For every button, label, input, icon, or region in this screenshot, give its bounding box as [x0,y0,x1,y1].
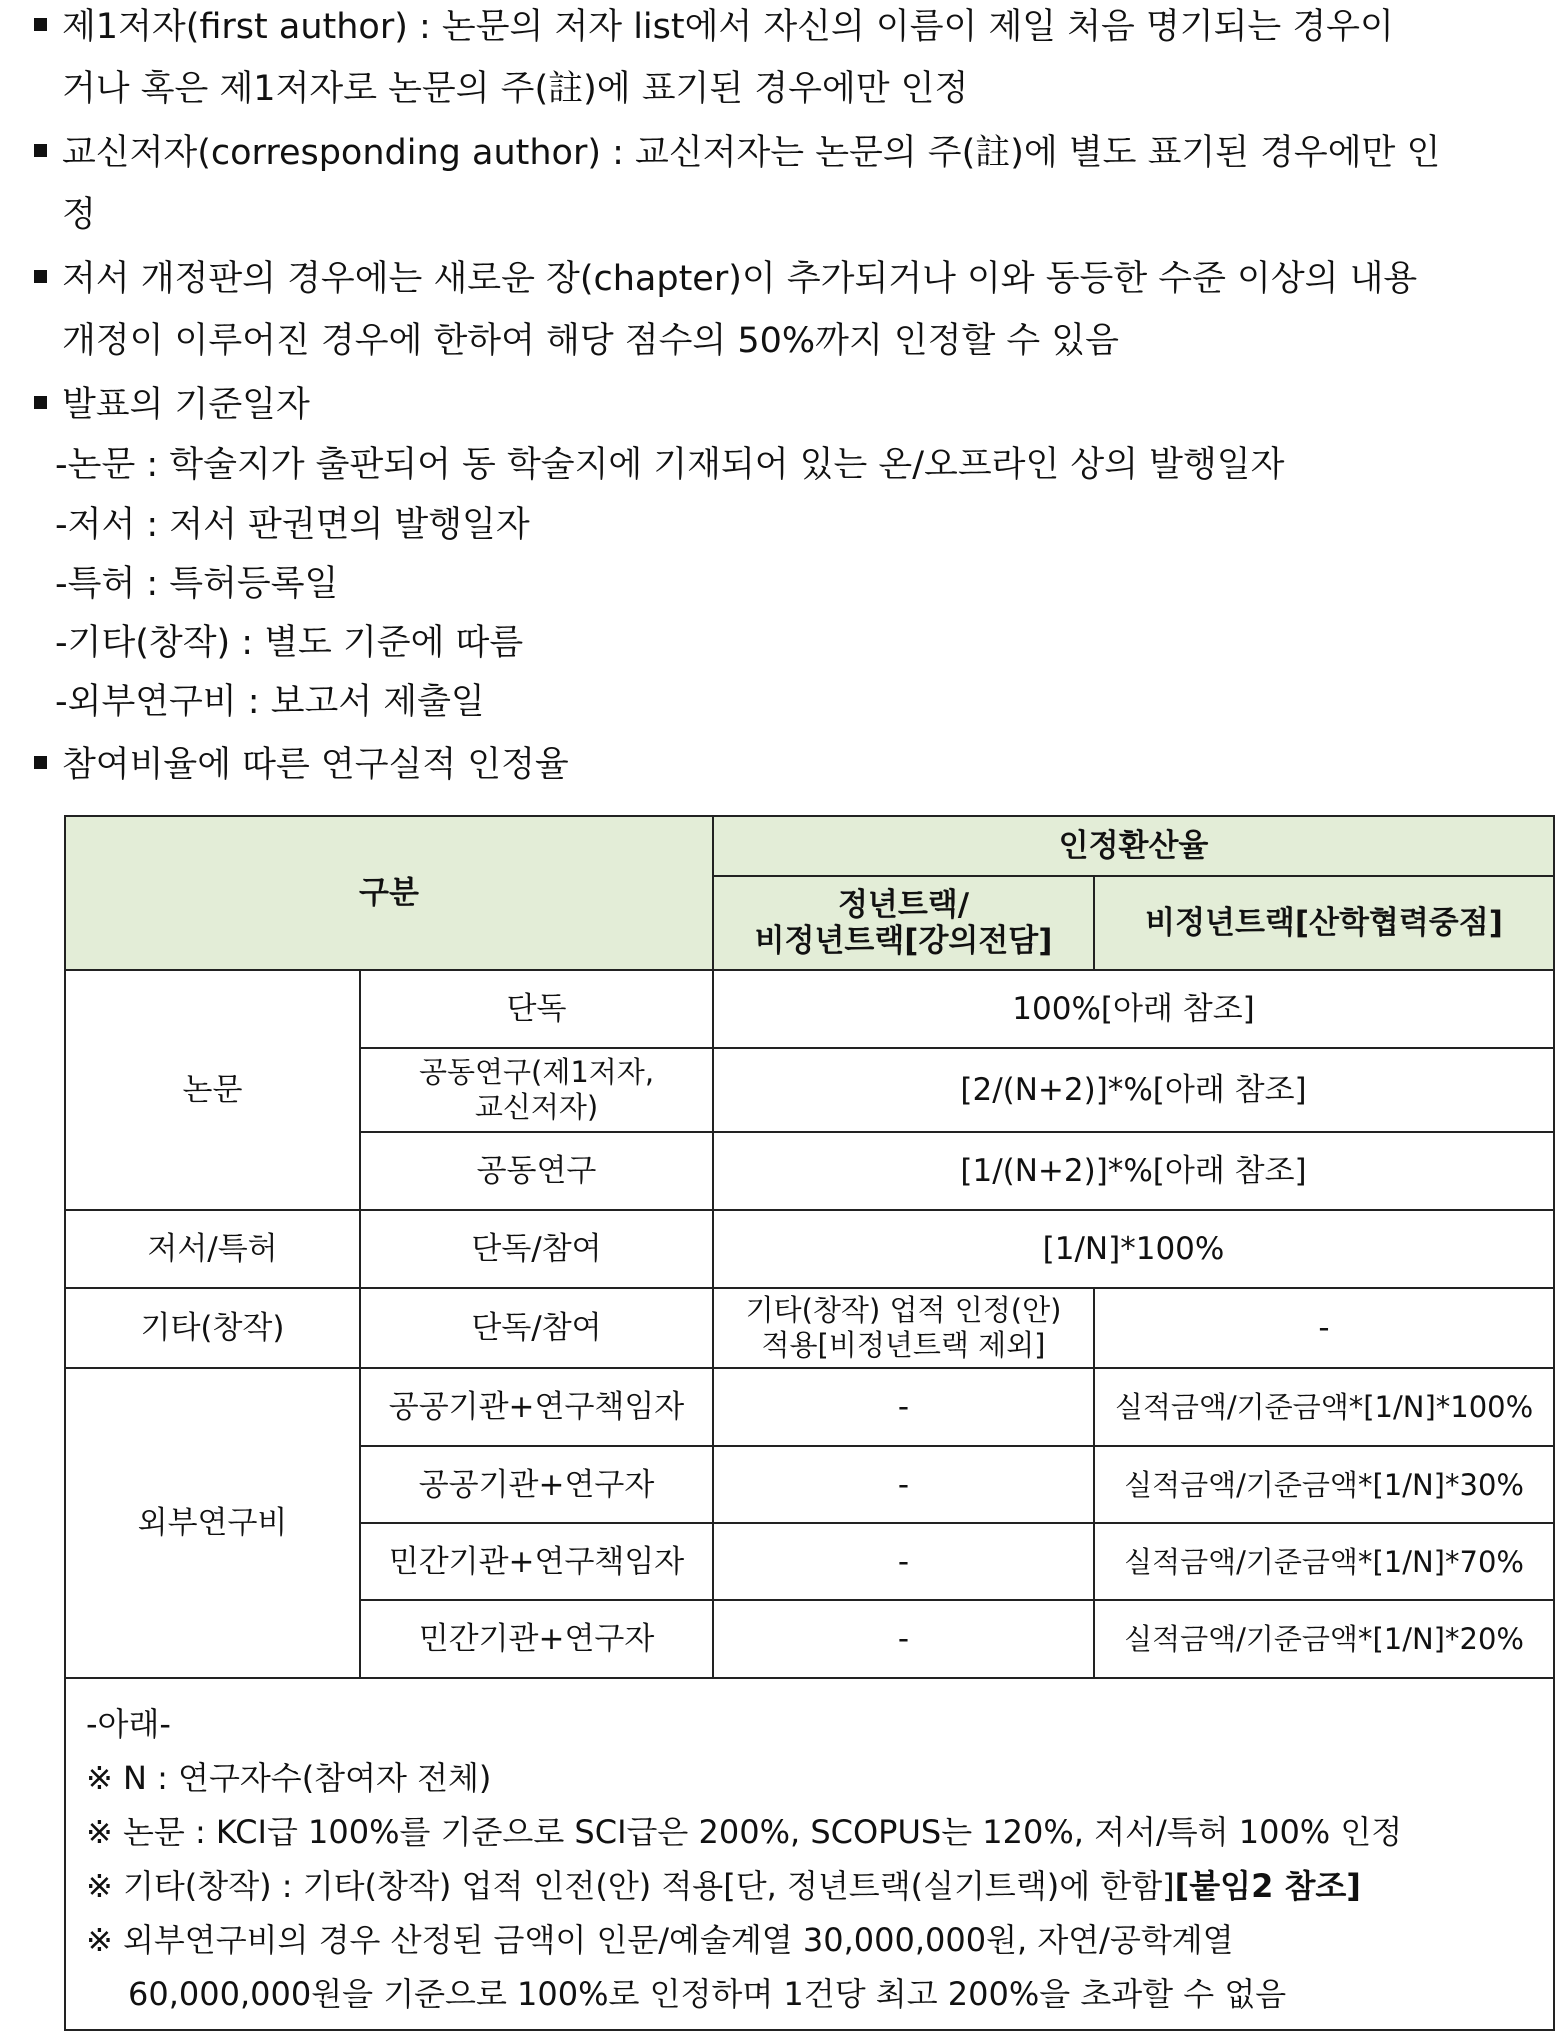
rate-cell: [2/(N+2)]*%[아래 참조] [713,1048,1554,1132]
note-etc-reference: [붙임2 참조] [1174,1867,1361,1905]
paragraph-line: 교신저자(corresponding author) : 교신저자는 논문의 주(註)에 별도 표기된 경우에만 인 [62,133,1441,173]
header-category: 구분 [65,816,713,970]
type-cell: 공동연구 [360,1132,713,1210]
paragraph-line: 제1저자(first author) : 논문의 저자 list에서 자신의 이름이 제일 처음 명기되는 경우이 [62,7,1394,47]
note-n: ※ N : 연구자수(참여자 전체) [86,1759,492,1797]
square-bullet-icon [34,396,47,409]
type-cell [360,1048,713,1132]
rate-cell-industry: 실적금액/기준금액*[1/N]*30% [1094,1446,1554,1523]
date-item-etc: -기타(창작) : 별도 기준에 따름 [55,623,524,663]
row-label-book-patent: 저서/특허 [65,1210,360,1288]
rate-cell: [1/(N+2)]*%[아래 참조] [713,1132,1554,1210]
rate-cell-industry: 실적금액/기준금액*[1/N]*70% [1094,1523,1554,1600]
date-item-paper: -논문 : 학술지가 출판되어 동 학술지에 기재되어 있는 온/오프라인 상의 발행일자 [55,445,1285,485]
header-tenure-track [713,876,1094,970]
paragraph-line: 저서 개정판의 경우에는 새로운 장(chapter)이 추가되거나 이와 동등한 수준 이상의 내용 [62,259,1418,299]
note-external-cont: 60,000,000원을 기준으로 100%로 인정하며 1건당 최고 200%을 초과할 수 없음 [128,1975,1287,2013]
type-line: 공동연구(제1저자, [418,1055,655,1089]
row-label-etc: 기타(창작) [65,1288,360,1368]
rate-cell-industry: - [1094,1288,1554,1368]
type-cell: 공공기관+연구책임자 [360,1368,713,1446]
date-item-patent: -특허 : 특허등록일 [55,564,339,604]
rate-cell-tenure [713,1288,1094,1368]
date-item-book: -저서 : 저서 판권면의 발행일자 [55,505,530,545]
rate-cell-tenure: - [713,1523,1094,1600]
type-cell: 민간기관+연구자 [360,1600,713,1678]
rate-cell-tenure: - [713,1600,1094,1678]
notes-title: -아래- [86,1705,171,1743]
table-heading: 참여비율에 따른 연구실적 인정율 [62,745,569,785]
paragraph-line: 개정이 이루어진 경우에 한하여 해당 점수의 50%까지 인정할 수 있음 [62,321,1119,361]
note-paper: ※ 논문 : KCI급 100%를 기준으로 SCI급은 200%, SCOPUS는 120%, 저서/특허 100% 인정 [86,1813,1403,1851]
header-industry-track: 비정년트랙[산학협력중점] [1094,876,1554,970]
header-tenure-line: 정년트랙/ [837,887,970,923]
date-item-external: -외부연구비 : 보고서 제출일 [55,682,485,722]
row-label-external-funding: 외부연구비 [65,1368,360,1678]
square-bullet-icon [34,18,47,31]
rate-cell-industry: 실적금액/기준금액*[1/N]*100% [1094,1368,1554,1446]
type-cell: 단독/참여 [360,1288,713,1368]
rate-cell-tenure: - [713,1368,1094,1446]
square-bullet-icon [34,756,47,769]
square-bullet-icon [34,144,47,157]
type-cell: 단독 [360,970,713,1048]
type-line: 교신저자) [474,1090,599,1124]
note-external: ※ 외부연구비의 경우 산정된 금액이 인문/예술계열 30,000,000원, 자연/공학계열 [86,1921,1234,1959]
rate-cell-tenure: - [713,1446,1094,1523]
rate-line: 기타(창작) 업적 인정(안) [745,1293,1062,1327]
rate-cell-industry: 실적금액/기준금액*[1/N]*20% [1094,1600,1554,1678]
rate-cell: 100%[아래 참조] [713,970,1554,1048]
notes-cell [65,1678,1554,2030]
square-bullet-icon [34,270,47,283]
rate-cell: [1/N]*100% [713,1210,1554,1288]
paragraph-line: 정 [62,195,96,235]
type-cell: 민간기관+연구책임자 [360,1523,713,1600]
rate-line: 적용[비정년트랙 제외] [761,1328,1046,1362]
note-etc [86,1859,1553,1913]
paragraph-line: 발표의 기준일자 [62,385,310,425]
header-rate: 인정환산율 [713,816,1554,876]
type-cell: 공공기관+연구자 [360,1446,713,1523]
paragraph-line: 거나 혹은 제1저자로 논문의 주(註)에 표기된 경우에만 인정 [62,69,969,109]
type-cell: 단독/참여 [360,1210,713,1288]
row-label-paper: 논문 [65,970,360,1210]
header-tenure-line: 비정년트랙[강의전담] [754,923,1053,959]
note-etc-text: ※ 기타(창작) : 기타(창작) 업적 인전(안) 적용[단, 정년트랙(실기트랙)에 한함] [86,1867,1175,1905]
recognition-rate-table [64,815,1555,2031]
